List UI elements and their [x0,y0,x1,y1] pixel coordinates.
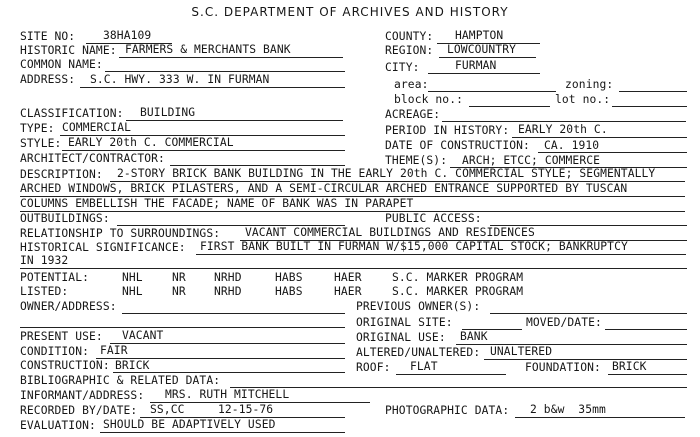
historic-name-label: HISTORIC NAME: [20,44,117,57]
lot-no-line [612,106,687,107]
public-access-label: PUBLIC ACCESS: [385,212,482,225]
roof-line [396,374,506,375]
outbuildings-label: OUTBUILDINGS: [20,212,110,225]
construction-value: BRICK [115,359,150,372]
significance-line-2 [20,268,687,269]
evaluation-label: EVALUATION: [20,419,96,432]
informant-value: MRS. RUTH MITCHELL [165,388,290,401]
architect-line [170,165,345,166]
photo-label: PHOTOGRAPHIC DATA: [385,404,510,417]
architect-label: ARCHITECT/CONTRACTOR: [20,152,165,165]
previous-owner-label: PREVIOUS OWNER(S): [356,300,481,313]
bibliographic-label: BIBLIOGRAPHIC & RELATED DATA: [20,374,221,387]
owner-label: OWNER/ADDRESS: [20,300,117,313]
period-line [512,137,687,138]
owner-line-2 [20,327,345,328]
site-no-label: SITE NO: [20,30,76,43]
city-label: CITY: [385,61,420,74]
lot-no-label: lot no.: [555,93,611,106]
description-label: DESCRIPTION: [20,168,103,181]
historic-name-value: FARMERS & MERCHANTS BANK [125,43,291,56]
roof-label: ROOF: [356,361,391,374]
date-label: DATE OF CONSTRUCTION: [385,139,530,152]
description-text-3: COLUMNS EMBELLISH THE FACADE; NAME OF BANK WAS IN PARAPET [20,197,414,210]
themes-value: ARCH; ETCC; COMMERCE [462,154,601,167]
potential-nhl: NHL [122,271,143,284]
classification-label: CLASSIFICATION: [20,107,124,120]
potential-nr: NR [172,271,186,284]
type-value: COMMERCIAL [62,121,132,134]
present-use-line [110,343,345,344]
zoning-label: zoning: [565,78,614,91]
listed-marker: S.C. MARKER PROGRAM [392,285,524,298]
photo-line [515,417,685,418]
region-line [439,57,536,58]
condition-value: FAIR [100,344,128,357]
previous-owner-line [490,313,687,314]
common-name-label: COMMON NAME: [20,58,103,71]
form-title: S.C. DEPARTMENT OF ARCHIVES AND HISTORY [191,5,509,19]
listed-nrhd: NRHD [214,285,242,298]
relationship-value: VACANT COMMERCIAL BUILDINGS AND RESIDENCES [245,226,535,239]
original-use-value: BANK [460,330,488,343]
listed-nr: NR [172,285,186,298]
bibliographic-line [230,387,687,388]
city-value: FURMAN [455,59,497,72]
acreage-label: ACREAGE: [385,108,441,121]
classification-line [126,120,343,121]
address-line [80,87,345,88]
altered-label: ALTERED/UNALTERED: [356,346,481,359]
present-use-label: PRESENT USE: [20,330,103,343]
description-text-1: 2-STORY BRICK BANK BUILDING IN THE EARLY 20th C. COMMERCIAL STYLE; SEGMENTALLY [117,167,656,180]
evaluation-value: SHOULD BE ADAPTIVELY USED [103,418,276,431]
significance-text-1: FIRST BANK BUILT IN FURMAN W/$15,000 CAPITAL STOCK; BANKRUPTCY [200,240,628,253]
block-no-label: block no.: [394,93,464,106]
style-line [62,150,345,151]
block-no-line [469,106,550,107]
potential-marker: S.C. MARKER PROGRAM [392,271,524,284]
description-line-3 [20,211,685,212]
potential-label: POTENTIAL: [20,271,90,284]
relationship-label: RELATIONSHIP TO SURROUNDINGS: [20,227,221,240]
altered-value: UNALTERED [490,345,553,358]
description-text-2: ARCHED WINDOWS, BRICK PILASTERS, AND A SEMI-CIRCULAR ARCHED ENTRANCE SUPPORTED BY TUSCAN [20,182,628,195]
recorded-label: RECORDED BY/DATE: [20,404,138,417]
period-value: EARLY 20th C. [518,123,608,136]
significance-label: HISTORICAL SIGNIFICANCE: [20,241,186,254]
owner-line [122,313,345,314]
foundation-value: BRICK [612,360,647,373]
address-value: S.C. HWY. 333 W. IN FURMAN [90,73,270,86]
present-use-value: VACANT [122,329,164,342]
county-value: HAMPTON [455,29,504,42]
common-name-line [105,71,345,72]
historic-name-line [119,57,343,58]
original-use-label: ORIGINAL USE: [356,331,446,344]
photo-value: 2 b&w 35mm [530,403,606,416]
potential-nrhd: NRHD [214,271,242,284]
region-value: LOWCOUNTRY [447,43,517,56]
zoning-line [619,91,687,92]
themes-label: THEME(S): [385,154,448,167]
informant-label: INFORMANT/ADDRESS: [20,389,145,402]
original-site-label: ORIGINAL SITE: [356,316,453,329]
moved-date-line [605,329,687,330]
listed-habs: HABS [275,285,303,298]
region-label: REGION: [385,44,434,57]
listed-label: LISTED: [20,285,69,298]
acreage-line [442,121,686,122]
county-label: COUNTY: [385,30,434,43]
significance-line-1 [196,254,686,255]
recorded-date-value: 12-15-76 [218,403,274,416]
construction-label: CONSTRUCTION: [20,359,110,372]
period-label: PERIOD IN HISTORY: [385,124,510,137]
listed-haer: HAER [334,285,362,298]
moved-date-label: MOVED/DATE: [526,316,602,329]
date-value: CA. 1910 [544,139,600,152]
condition-label: CONDITION: [20,345,90,358]
foundation-label: FOUNDATION: [525,361,601,374]
construction-line [113,372,345,373]
foundation-line [608,374,687,375]
evaluation-line [100,432,345,433]
area-label: area: [394,78,429,91]
style-value: EARLY 20th C. COMMERCIAL [68,136,234,149]
potential-haer: HAER [334,271,362,284]
significance-text-2: IN 1932 [20,254,69,267]
address-label: ADDRESS: [20,73,76,86]
potential-habs: HABS [275,271,303,284]
date-line [538,152,687,153]
listed-nhl: NHL [122,285,143,298]
city-line [428,73,540,74]
roof-value: FLAT [410,360,438,373]
classification-value: BUILDING [140,106,196,119]
style-label: STYLE: [20,137,62,150]
altered-line [484,359,687,360]
type-label: TYPE: [20,122,55,135]
recorded-by-value: SS,CC [150,403,185,416]
area-line [428,91,556,92]
site-no-value: 38HA109 [103,29,152,42]
